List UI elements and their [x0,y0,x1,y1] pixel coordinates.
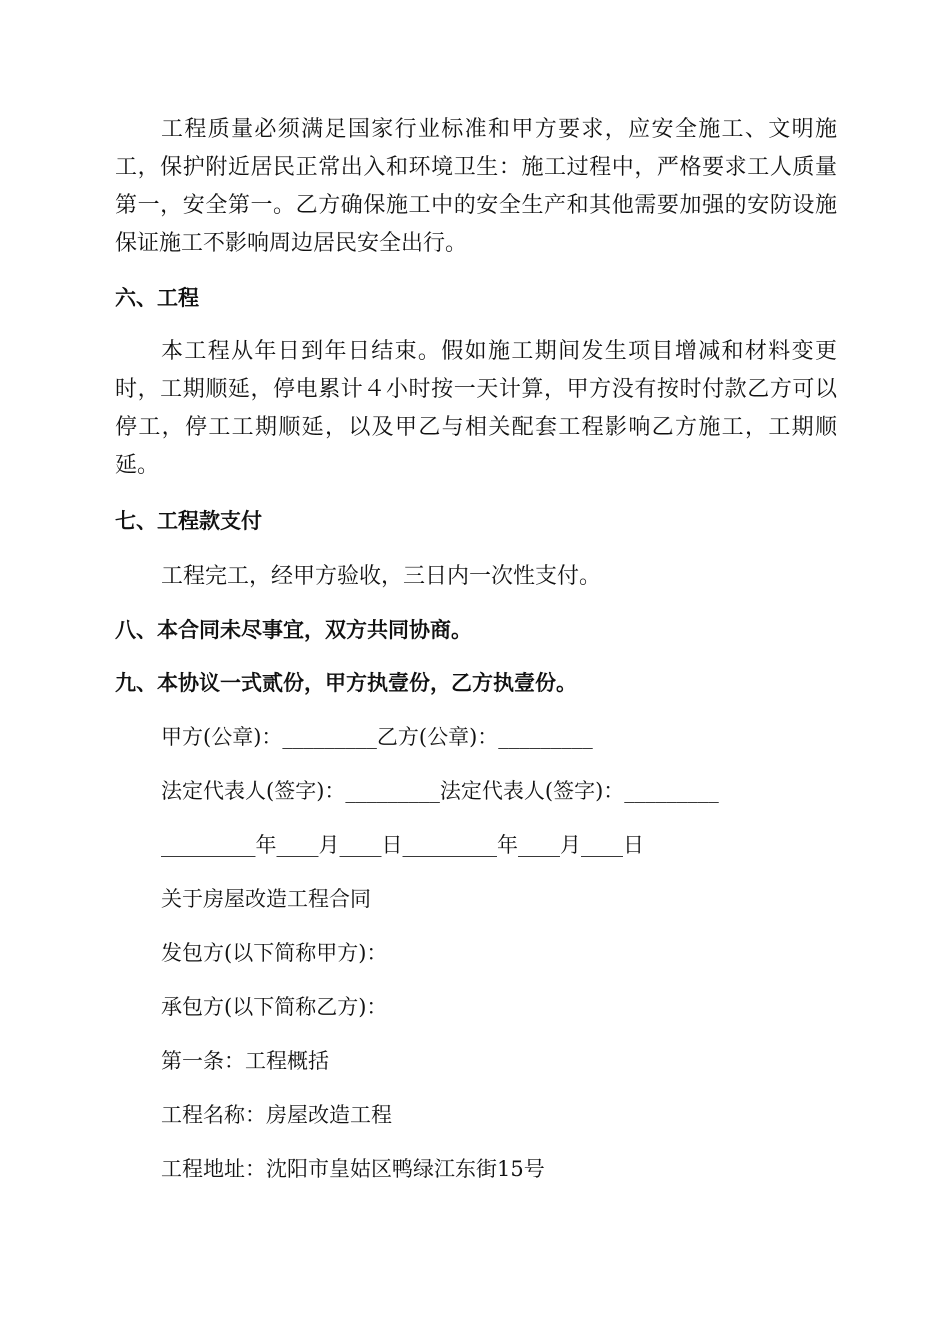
seal-line: 甲方(公章)：_________乙方(公章)：_________ [161,725,593,749]
section-9-heading: 九、本协议一式贰份，甲方执壹份，乙方执壹份。 [115,670,577,695]
section-7-heading: 七、工程款支付 [115,508,262,533]
party-b-line: 承包方(以下简称乙方)： [161,995,388,1019]
contract-title: 关于房屋改造工程合同 [161,887,371,911]
representative-line: 法定代表人(签字)：_________法定代表人(签字)：_________ [161,779,719,803]
project-address-line: 工程地址：沈阳市皇姑区鸭绿江东街15号 [161,1157,545,1181]
article-1-heading: 第一条：工程概括 [161,1049,329,1073]
section-6-body: 本工程从年日到年日结束。假如施工期间发生项目增减和材料变更时，工期顺延，停电累计４小时按一天计算，甲方没有按时付款乙方可以停工，停工工期顺延，以及甲乙与相关配套工程影响乙方施工，工期顺延。 [115,339,837,478]
section-8-heading: 八、本合同未尽事宜，双方共同协商。 [115,617,472,642]
section-6-heading: 六、工程 [115,285,199,310]
section-7-body: 工程完工，经甲方验收，三日内一次性支付。 [161,564,602,589]
quality-paragraph: 工程质量必须满足国家行业标准和甲方要求，应安全施工、文明施工，保护附近居民正常出入和环境卫生：施工过程中，严格要求工人质量第一，安全第一。乙方确保施工中的安全生产和其他需要加强的安防设施保证施工不影响周边居民安全出行。 [115,117,837,256]
party-a-line: 发包方(以下简称甲方)： [161,941,388,965]
project-name-line: 工程名称：房屋改造工程 [161,1103,392,1127]
date-line: _________年____月____日_________年____月____日 [161,833,644,857]
